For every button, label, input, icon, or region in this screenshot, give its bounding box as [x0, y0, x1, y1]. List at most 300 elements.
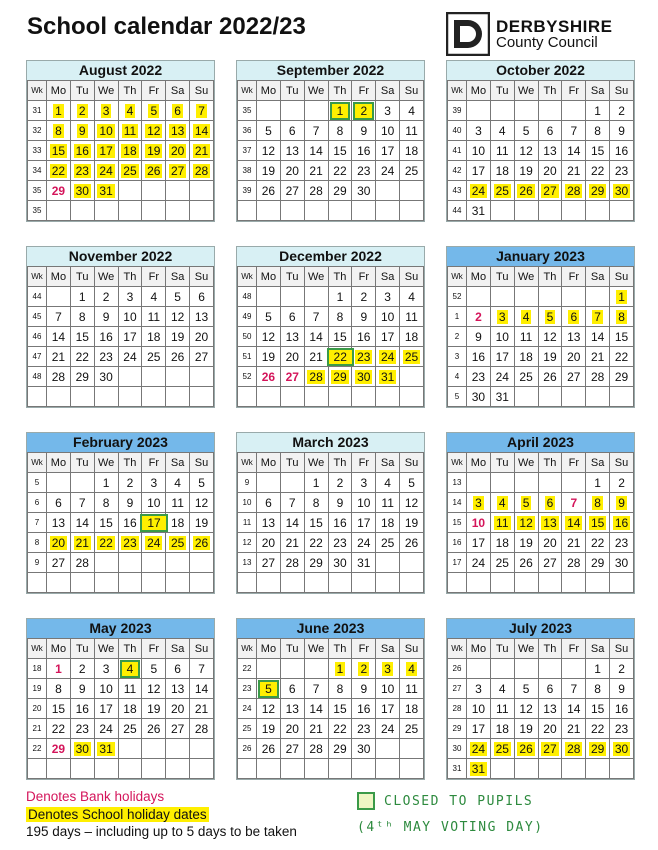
day-cell [586, 699, 610, 719]
week-header: Wk [28, 81, 47, 101]
day-cell [610, 473, 634, 493]
week-row [238, 287, 424, 307]
week-number: 50 [238, 327, 257, 347]
day-number: 6 [570, 309, 578, 324]
day-cell [118, 513, 142, 533]
day-number: 6 [288, 309, 296, 324]
day-number: 10 [380, 681, 395, 696]
day-cell [94, 573, 118, 593]
month-october-2022 [446, 60, 635, 222]
day-cell [280, 679, 304, 699]
day-number: 23 [357, 721, 371, 736]
day-cell [70, 679, 94, 699]
day-cell [490, 101, 514, 121]
day-number: 30 [614, 741, 629, 756]
day-cell [280, 473, 304, 493]
day-cell [257, 699, 281, 719]
day-number: 17 [357, 515, 371, 530]
day-cell [94, 759, 118, 779]
day-cell [586, 719, 610, 739]
day-number: 3 [384, 289, 391, 304]
day-cell [352, 513, 376, 533]
day-cell [562, 141, 586, 161]
day-number: 16 [614, 701, 629, 716]
day-number: 12 [261, 329, 276, 344]
day-number: 30 [357, 183, 371, 198]
day-cell [400, 573, 424, 593]
day-header: Sa [376, 639, 400, 659]
day-cell [538, 327, 562, 347]
day-number: 25 [519, 369, 533, 384]
day-number: 25 [495, 183, 509, 198]
day-number: 25 [495, 555, 509, 570]
day-number: 2 [336, 475, 344, 490]
day-cell [190, 201, 214, 221]
day-header: Su [190, 453, 214, 473]
day-number: 6 [546, 123, 554, 138]
day-cell [490, 121, 514, 141]
day-cell [47, 719, 71, 739]
day-number: 15 [333, 329, 347, 344]
day-cell [47, 201, 71, 221]
day-cell [562, 181, 586, 201]
day-number: 20 [543, 535, 557, 550]
day-cell [166, 121, 190, 141]
day-cell [70, 287, 94, 307]
week-row [238, 141, 424, 161]
day-number: 26 [147, 163, 161, 178]
week-row [28, 739, 214, 759]
day-header: We [514, 81, 538, 101]
day-cell [94, 719, 118, 739]
day-cell [586, 739, 610, 759]
day-number: 29 [590, 555, 605, 570]
day-number: 16 [614, 143, 629, 158]
week-row [448, 513, 634, 533]
day-header-row [28, 267, 214, 287]
day-number: 6 [288, 681, 296, 696]
day-cell [400, 201, 424, 221]
day-header: We [514, 267, 538, 287]
day-number: 13 [543, 515, 557, 530]
day-cell [47, 101, 71, 121]
day-cell [47, 739, 71, 759]
day-header: Mo [467, 639, 491, 659]
day-cell [70, 347, 94, 367]
day-number: 2 [355, 104, 372, 118]
day-cell [142, 181, 166, 201]
month-title: January 2023 [447, 247, 634, 266]
day-number: 22 [309, 535, 323, 550]
day-cell [586, 659, 610, 679]
day-cell [257, 327, 281, 347]
day-number: 21 [590, 349, 605, 364]
day-cell [586, 141, 610, 161]
week-number: 3 [448, 347, 467, 367]
day-cell [47, 473, 71, 493]
day-cell [586, 367, 610, 387]
day-cell [118, 659, 142, 679]
day-cell [352, 347, 376, 367]
day-number: 4 [498, 495, 506, 510]
day-cell [400, 553, 424, 573]
day-number: 18 [404, 701, 419, 716]
day-cell [400, 493, 424, 513]
day-number: 12 [543, 329, 557, 344]
month-table [27, 80, 214, 221]
day-header: Su [190, 81, 214, 101]
day-header: Tu [490, 81, 514, 101]
day-number: 18 [495, 163, 509, 178]
week-row [28, 387, 214, 407]
day-number: 9 [618, 681, 625, 696]
day-header: Mo [47, 639, 71, 659]
week-row [448, 573, 634, 593]
day-cell [47, 121, 71, 141]
day-number: 3 [126, 289, 134, 304]
day-cell [514, 287, 538, 307]
day-cell [538, 101, 562, 121]
month-november-2022 [26, 246, 215, 408]
day-number: 16 [471, 349, 486, 364]
day-cell [400, 347, 424, 367]
day-number: 21 [194, 701, 209, 716]
day-cell [190, 473, 214, 493]
day-cell [352, 387, 376, 407]
day-number: 19 [519, 721, 533, 736]
day-cell [70, 493, 94, 513]
week-header: Wk [28, 453, 47, 473]
day-header: Sa [376, 453, 400, 473]
day-cell [376, 161, 400, 181]
day-number: 8 [78, 309, 86, 324]
day-header: Tu [70, 639, 94, 659]
day-number: 16 [75, 143, 89, 158]
day-cell [94, 533, 118, 553]
day-cell [257, 533, 281, 553]
day-cell [352, 533, 376, 553]
day-header: Th [538, 81, 562, 101]
day-number: 10 [99, 123, 113, 138]
day-number: 16 [123, 515, 137, 530]
day-number: 20 [51, 535, 66, 550]
day-number: 9 [78, 123, 86, 138]
week-number [28, 759, 47, 779]
day-number: 26 [147, 721, 161, 736]
logo-line-2: County Council [496, 34, 598, 51]
week-number: 1 [448, 307, 467, 327]
week-row [238, 719, 424, 739]
council-logo [446, 12, 636, 56]
day-cell [467, 181, 491, 201]
day-cell [538, 759, 562, 779]
week-number: 49 [238, 307, 257, 327]
day-cell [610, 659, 634, 679]
day-cell [280, 699, 304, 719]
day-cell [47, 307, 71, 327]
day-cell [514, 739, 538, 759]
week-row [28, 327, 214, 347]
day-cell [610, 101, 634, 121]
day-number: 20 [285, 721, 299, 736]
day-header: We [514, 639, 538, 659]
day-number: 30 [333, 555, 347, 570]
day-cell [280, 759, 304, 779]
day-number: 22 [333, 721, 347, 736]
day-number: 12 [147, 681, 161, 696]
day-cell [586, 493, 610, 513]
day-number: 25 [123, 163, 137, 178]
day-number: 13 [170, 681, 185, 696]
day-cell [94, 679, 118, 699]
day-number: 25 [380, 535, 395, 550]
week-row [238, 161, 424, 181]
day-header: Mo [467, 81, 491, 101]
day-number: 21 [309, 163, 323, 178]
day-number: 25 [404, 721, 419, 736]
day-header: Tu [70, 453, 94, 473]
day-number: 26 [519, 183, 533, 198]
day-number: 20 [170, 701, 185, 716]
day-cell [538, 181, 562, 201]
day-cell [376, 759, 400, 779]
day-number: 12 [519, 515, 533, 530]
day-cell [352, 161, 376, 181]
day-cell [257, 121, 281, 141]
day-cell [142, 679, 166, 699]
day-number: 7 [570, 123, 578, 138]
day-cell [304, 287, 328, 307]
day-number: 6 [55, 495, 62, 510]
day-cell [190, 533, 214, 553]
day-header: Mo [257, 81, 281, 101]
day-cell [142, 573, 166, 593]
month-table [447, 452, 634, 593]
day-header: Fr [352, 639, 376, 659]
day-cell [610, 161, 634, 181]
day-number: 14 [567, 143, 581, 158]
week-number: 20 [28, 699, 47, 719]
day-cell [586, 287, 610, 307]
day-number: 10 [99, 681, 113, 696]
week-number: 52 [238, 367, 257, 387]
day-number: 15 [309, 515, 323, 530]
day-cell [70, 573, 94, 593]
day-number: 16 [333, 515, 347, 530]
week-number: 35 [28, 181, 47, 201]
day-cell [328, 699, 352, 719]
day-header: Su [190, 267, 214, 287]
day-cell [118, 367, 142, 387]
day-number: 17 [471, 163, 486, 178]
day-number: 14 [285, 515, 299, 530]
day-cell [352, 553, 376, 573]
day-number: 27 [543, 555, 557, 570]
day-cell [142, 719, 166, 739]
day-number: 22 [51, 721, 66, 736]
day-cell [376, 699, 400, 719]
month-september-2022 [236, 60, 425, 222]
day-cell [400, 121, 424, 141]
week-number: 15 [448, 513, 467, 533]
week-row [448, 347, 634, 367]
day-cell [47, 493, 71, 513]
day-number: 25 [170, 535, 185, 550]
day-cell [94, 739, 118, 759]
day-cell [280, 327, 304, 347]
day-cell [490, 347, 514, 367]
day-number: 26 [194, 535, 209, 550]
day-cell [490, 573, 514, 593]
day-number: 12 [519, 143, 533, 158]
day-cell [610, 679, 634, 699]
day-number: 3 [102, 103, 110, 118]
day-header: Fr [562, 267, 586, 287]
day-number: 19 [147, 143, 161, 158]
day-cell [190, 759, 214, 779]
day-number: 11 [405, 309, 418, 324]
day-number: 23 [357, 163, 371, 178]
day-number: 12 [194, 495, 209, 510]
day-header: Sa [586, 639, 610, 659]
day-cell [257, 181, 281, 201]
day-cell [280, 493, 304, 513]
day-cell [142, 553, 166, 573]
day-cell [304, 201, 328, 221]
day-number: 17 [471, 721, 486, 736]
day-number: 27 [51, 555, 66, 570]
day-cell [514, 573, 538, 593]
day-number: 4 [122, 662, 139, 676]
day-number: 16 [99, 329, 113, 344]
day-cell [376, 201, 400, 221]
day-number: 10 [380, 123, 395, 138]
day-header: Tu [280, 267, 304, 287]
day-cell [70, 327, 94, 347]
day-number: 4 [498, 681, 506, 696]
day-cell [118, 573, 142, 593]
day-cell [562, 287, 586, 307]
day-cell [190, 659, 214, 679]
day-number: 5 [265, 123, 272, 138]
day-header: We [94, 639, 118, 659]
day-cell [514, 161, 538, 181]
day-number: 19 [147, 701, 161, 716]
week-number: 42 [448, 161, 467, 181]
day-number: 6 [174, 661, 181, 676]
day-cell [352, 679, 376, 699]
day-number: 22 [333, 163, 347, 178]
day-cell [304, 327, 328, 347]
day-cell [190, 307, 214, 327]
day-cell [190, 347, 214, 367]
day-header: Sa [166, 453, 190, 473]
day-cell [118, 739, 142, 759]
day-cell [467, 101, 491, 121]
day-cell [586, 347, 610, 367]
day-number: 14 [194, 123, 209, 138]
day-cell [190, 367, 214, 387]
week-header: Wk [238, 267, 257, 287]
day-number: 11 [405, 681, 418, 696]
day-cell [467, 659, 491, 679]
day-number: 18 [170, 515, 185, 530]
day-header: Tu [490, 639, 514, 659]
month-table [27, 266, 214, 407]
day-header: We [304, 81, 328, 101]
day-cell [538, 573, 562, 593]
week-row [238, 367, 424, 387]
day-number: 27 [170, 163, 185, 178]
day-number: 21 [51, 349, 66, 364]
week-number [238, 201, 257, 221]
day-cell [257, 759, 281, 779]
week-header: Wk [238, 639, 257, 659]
day-cell [70, 201, 94, 221]
day-cell [562, 679, 586, 699]
day-cell [400, 161, 424, 181]
day-header: We [304, 453, 328, 473]
day-header: Sa [376, 81, 400, 101]
day-header: We [514, 453, 538, 473]
day-number: 18 [380, 515, 395, 530]
handwritten-closed-note: CLOSED TO PUPILS [384, 794, 534, 809]
day-cell [47, 181, 71, 201]
day-cell [490, 659, 514, 679]
day-number: 20 [194, 329, 209, 344]
day-cell [94, 101, 118, 121]
day-cell [328, 659, 352, 679]
day-cell [257, 573, 281, 593]
day-header: Th [328, 267, 352, 287]
day-cell [610, 573, 634, 593]
day-number: 23 [99, 349, 113, 364]
day-cell [142, 739, 166, 759]
week-row [28, 759, 214, 779]
day-number: 14 [309, 329, 323, 344]
week-number: 27 [448, 679, 467, 699]
day-header: Th [328, 81, 352, 101]
day-number: 10 [123, 309, 137, 324]
day-cell [328, 181, 352, 201]
day-header: We [304, 267, 328, 287]
week-row [238, 553, 424, 573]
day-cell [562, 347, 586, 367]
week-number: 31 [28, 101, 47, 121]
day-number: 1 [78, 289, 86, 304]
day-number: 7 [570, 495, 578, 510]
week-row [448, 493, 634, 513]
day-cell [400, 473, 424, 493]
day-number: 3 [475, 495, 482, 510]
day-cell [467, 533, 491, 553]
day-number: 25 [123, 721, 137, 736]
day-cell [70, 759, 94, 779]
week-row [28, 659, 214, 679]
day-cell [118, 533, 142, 553]
day-cell [118, 679, 142, 699]
day-number: 1 [55, 661, 62, 676]
day-header: Th [118, 639, 142, 659]
week-number: 22 [238, 659, 257, 679]
day-number: 1 [55, 103, 62, 118]
day-header: Sa [586, 267, 610, 287]
day-number: 9 [336, 495, 344, 510]
day-number: 27 [285, 369, 299, 384]
day-cell [490, 367, 514, 387]
day-cell [400, 307, 424, 327]
day-cell [47, 659, 71, 679]
